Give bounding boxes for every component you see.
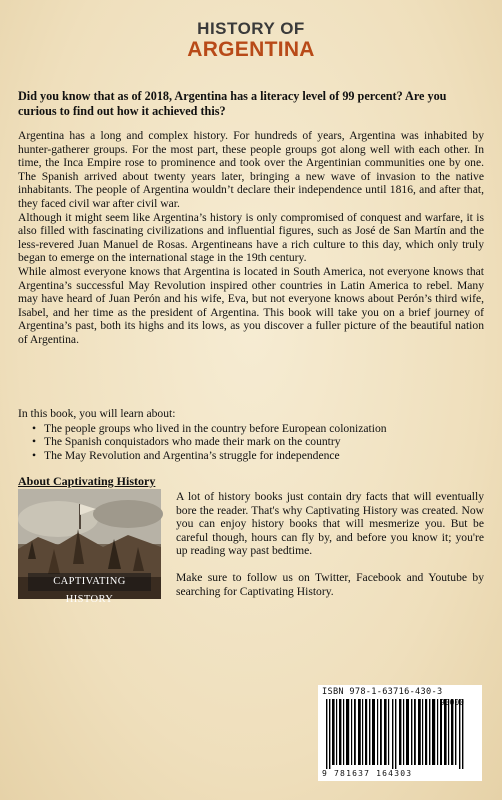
isbn-label: ISBN 978-1-63716-430-3 xyxy=(322,687,443,697)
learn-item: • The people groups who lived in the country before European colonization xyxy=(32,422,484,436)
description-body xyxy=(18,129,484,347)
barcode-bars xyxy=(324,699,476,769)
about-heading: About Captivating History xyxy=(18,474,156,488)
isbn-barcode xyxy=(318,685,482,781)
about-text xyxy=(176,490,484,611)
paragraph-1: Argentina has a long and complex history. For hundreds of years, Argentina was inhabited by hunter-gatherer groups. For the most part, these people groups got along well with each other. In time, the Inca Empire rose to prominence and took over the Argentinian communities one by one. The Spanish arrived about twenty years later, bringing a new wave of invasion to the native inhabitants. The people of Argentina wouldn’t declare their independence until 1816, and after that, they faced civil war after civil war. xyxy=(18,129,484,210)
title-line-2: ARGENTINA xyxy=(187,38,315,61)
learn-list xyxy=(18,422,484,463)
paragraph-3: While almost everyone knows that Argentina is located in South America, not everyone knows that Argentina’s successful May Revolution inspired other countries in Latin America to rebel. Many may have heard of Juan Perón and his wife, Eva, but not everyone knows about Perón’s third wife, Isabel, and her time as the president of Argentina. This book will take you on a brief journey of Argentina’s past, both its highs and its lows, as you discover a fuller picture of the beautiful nation of Argentina. xyxy=(18,264,484,346)
about-illustration xyxy=(18,489,161,605)
book-title xyxy=(0,20,502,62)
title-line-1: HISTORY OF xyxy=(197,19,305,38)
intro-question: Did you know that as of 2018, Argentina has a literacy level of 99 percent? Are you curious to find out how it achieved this? xyxy=(18,89,447,118)
about-paragraph-1: A lot of history books just contain dry facts that will eventually bore the reader. That's why Captivating History was created. Now you can enjoy history books that will mesmerize you. But be careful though, hours can fly by, and before you know it; you're up reading way past bedtime. xyxy=(176,490,484,558)
publisher-badge: CAPTIVATING HISTORY xyxy=(28,573,151,591)
learn-section xyxy=(18,407,484,462)
learn-item: • The May Revolution and Argentina’s struggle for independence xyxy=(32,449,484,463)
about-paragraph-2: Make sure to follow us on Twitter, Facebook and Youtube by searching for Captivating History. xyxy=(176,570,484,598)
barcode-digits: 9 781637 164303 xyxy=(322,769,413,778)
learn-heading: In this book, you will learn about: xyxy=(18,407,176,420)
paragraph-2: Although it might seem like Argentina’s history is only compromised of conquest and warfare, it is also filled with fascinating civilizations and influential figures, such as José de San Martín and the less-revered Juan Manuel de Rosas. Argentineans have a rich culture to this day, which only truly began to emerge on the international stage in the 19th century. xyxy=(18,210,484,265)
learn-item: • The Spanish conquistadors who made their mark on the country xyxy=(32,435,484,449)
